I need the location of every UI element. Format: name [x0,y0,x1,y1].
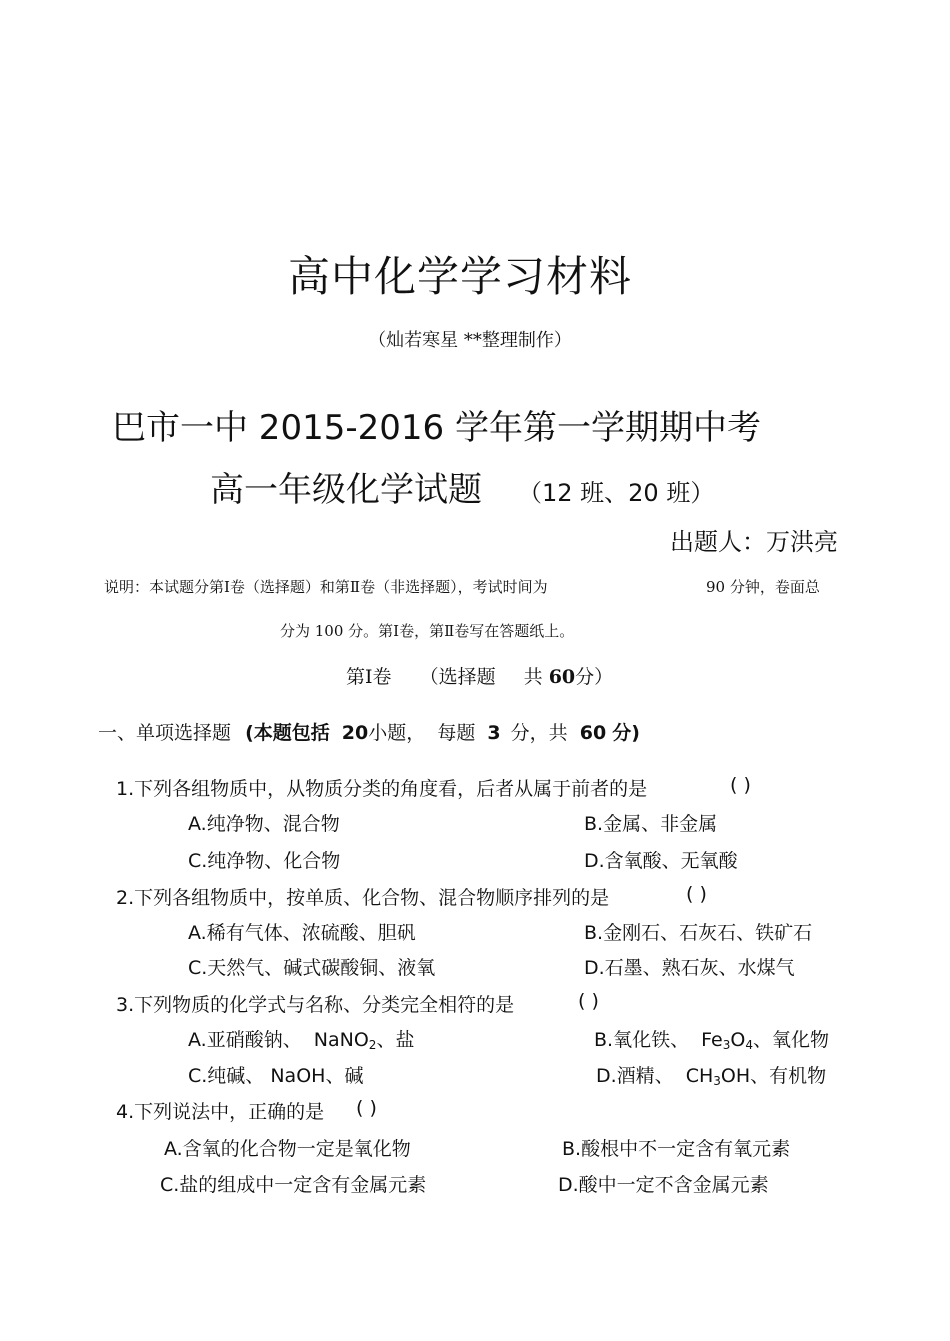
section-total: 60 [579,722,607,744]
question-2-option-c: C.天然气、碱式碳酸铜、液氧 [188,957,436,979]
question-4-stem: 4.下列说法中，正确的是 [116,1101,325,1123]
exam-title-line1: 巴市一中 2015-2016 学年第一学期期中考 [112,408,761,448]
section-title-f: 分) [612,722,640,744]
part1-title-b: （选择题 [419,666,496,688]
question-1-option-a: A.纯净物、混合物 [188,813,340,835]
question-1-answer-paren: ( ) [730,774,751,796]
question-4-option-d: D.酸中一定不含金属元素 [558,1174,769,1196]
question-4-option-c: C.盐的组成中一定含有金属元素 [160,1174,427,1196]
q3d-suffix: 、有机物 [750,1065,827,1087]
q3a-suffix: 、盐 [376,1029,415,1051]
question-2-stem: 2.下列各组物质中，按单质、化合物、混合物顺序排列的是 [116,887,610,909]
section-per-score: 3 [487,722,501,744]
question-2-answer-paren: ( ) [686,883,707,905]
q3b-sub-2: 4 [745,1038,753,1052]
section-count: 20 [341,722,369,744]
main-title: 高中化学学习材料 [287,252,632,301]
instructions-line1: 说明：本试题分第Ⅰ卷（选择题）和第Ⅱ卷（非选择题），考试时间为 [104,578,548,596]
q3d-formula-1: CH [685,1065,714,1087]
question-3-stem: 3.下列物质的化学式与名称、分类完全相符的是 [116,994,515,1016]
section-title-b: (本题包括 [245,722,330,744]
part1-title-a: 第Ⅰ卷 [346,666,392,688]
question-4-option-a: A.含氧的化合物一定是氧化物 [164,1138,411,1160]
question-3-answer-paren: ( ) [578,990,599,1012]
part1-title-c: 共 [523,666,543,688]
q3a-prefix: A.亚硝酸钠、 [188,1029,302,1051]
q3b-prefix: B.氧化铁、 [594,1029,690,1051]
question-2-option-a: A.稀有气体、浓硫酸、胆矾 [188,922,416,944]
q3d-prefix: D.酒精、 [596,1065,674,1087]
q3d-sub: 3 [713,1074,721,1088]
q3d-formula-2: OH [720,1065,751,1087]
instructions-line1-tail: 90 分钟，卷面总 [706,578,820,596]
section-title-c: 小题， [368,722,426,744]
exam-grade-title: 高一年级化学试题 [210,470,482,510]
question-2-option-b: B.金刚石、石灰石、铁矿石 [584,922,813,944]
question-3-option-c: C.纯碱、 NaOH、碱 [188,1065,364,1087]
q3b-formula-2: O [730,1029,746,1051]
question-1-option-d: D.含氧酸、无氧酸 [584,850,738,872]
exam-classes: （12 班、20 班） [518,479,715,507]
q3b-sub-1: 3 [722,1038,731,1052]
section-title-d: 每题 [437,722,476,744]
q3a-formula: NaNO [313,1029,369,1051]
exam-title-line2 [210,462,714,511]
q3a-sub: 2 [368,1038,377,1052]
section-title-a: 一、单项选择题 [98,722,232,744]
instructions-line2: 分为 100 分。第Ⅰ卷，第Ⅱ卷写在答题纸上。 [280,622,575,640]
question-3-option-d [596,1061,826,1088]
question-1-option-b: B.金属、非金属 [584,813,718,835]
question-3-option-a [188,1025,414,1052]
part1-title [346,662,613,689]
question-2-option-d: D.石墨、熟石灰、水煤气 [584,957,795,979]
question-4-answer-paren: ( ) [356,1097,377,1119]
part1-title-d: 分） [575,666,614,688]
part1-score: 60 [548,666,576,688]
subtitle: （灿若寒星 **整理制作） [368,330,572,351]
question-1-stem: 1.下列各组物质中，从物质分类的角度看，后者从属于前者的是 [116,778,648,800]
section-title-e: 分，共 [510,722,568,744]
question-1-option-c: C.纯净物、化合物 [188,850,341,872]
section-title [98,718,640,745]
q3b-formula-1: Fe [701,1029,723,1051]
question-3-option-b [594,1025,829,1052]
q3b-suffix: 、氧化物 [752,1029,829,1051]
question-4-option-b: B.酸根中不一定含有氧元素 [562,1138,791,1160]
exam-author: 出题人：万洪亮 [670,528,838,556]
